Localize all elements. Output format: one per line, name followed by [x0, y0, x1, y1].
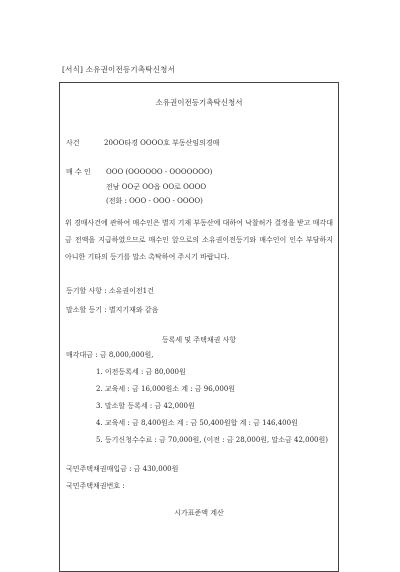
bond-number: 국민주택채권번호 : [66, 482, 125, 490]
registration-item: 등기할 사항 : 소유권이전1건 [66, 287, 154, 295]
form-title: 소유권이전등기촉탁신청서 [155, 98, 243, 107]
tax-line: 1. 이전등록세 : 금 80,000원 [96, 368, 186, 376]
buyer-phone: (전화 : OOO - OOO - OOOO) [106, 197, 203, 205]
buyer-label: 매 수 인 [66, 168, 91, 176]
case-value: 20OO타경 OOOO호 부동산임의경매 [104, 139, 220, 147]
bond-amount: 국민주택채권매입금 : 금 430,000원 [66, 465, 179, 473]
cancellation-item: 말소할 등기 : 별지기재와 같음 [66, 306, 159, 314]
tax-line: 3. 말소할 등록세 : 금 42,000원 [96, 402, 195, 410]
buyer-name: OOO (OOOOOO - OOOOOOO) [106, 168, 213, 176]
sale-price: 매각대금 : 금 8,000,000원, [66, 351, 154, 359]
request-body-text: 위 경매사건에 관하여 매수인은 별지 기재 부동산에 대하여 낙찰허가 결정을 받고 매각대금 전액을 지급하였으므로 매수인 앞으로의 소유권이전등기와 매수인이 인수 부담하지 아니한 기타의 등기를 말소 촉탁하여 주시기 바랍니다. [65, 219, 333, 261]
tax-line: 2. 교육세 : 금 16,000원소 계 : 금 96,000원 [96, 385, 236, 393]
tax-line: 5. 등기신청수수료 : 금 70,000원, (이전 : 금 28,000원, 말소금 42,000원) [96, 436, 328, 444]
form-footer: 시가표준액 계산 [174, 509, 224, 517]
case-label: 사건 [66, 139, 80, 147]
tax-heading: 등록세 및 주택채권 사항 [161, 336, 237, 344]
buyer-address: 전남 OO군 OO읍 OO로 OOOO [106, 183, 207, 191]
tax-line: 4. 교육세 : 금 8,400원소 계 : 금 50,400원합 계 : 금 146,400원 [96, 419, 298, 427]
form-caption: [서식] 소유권이전등기촉탁신청서 [62, 65, 176, 74]
request-form [59, 82, 339, 572]
